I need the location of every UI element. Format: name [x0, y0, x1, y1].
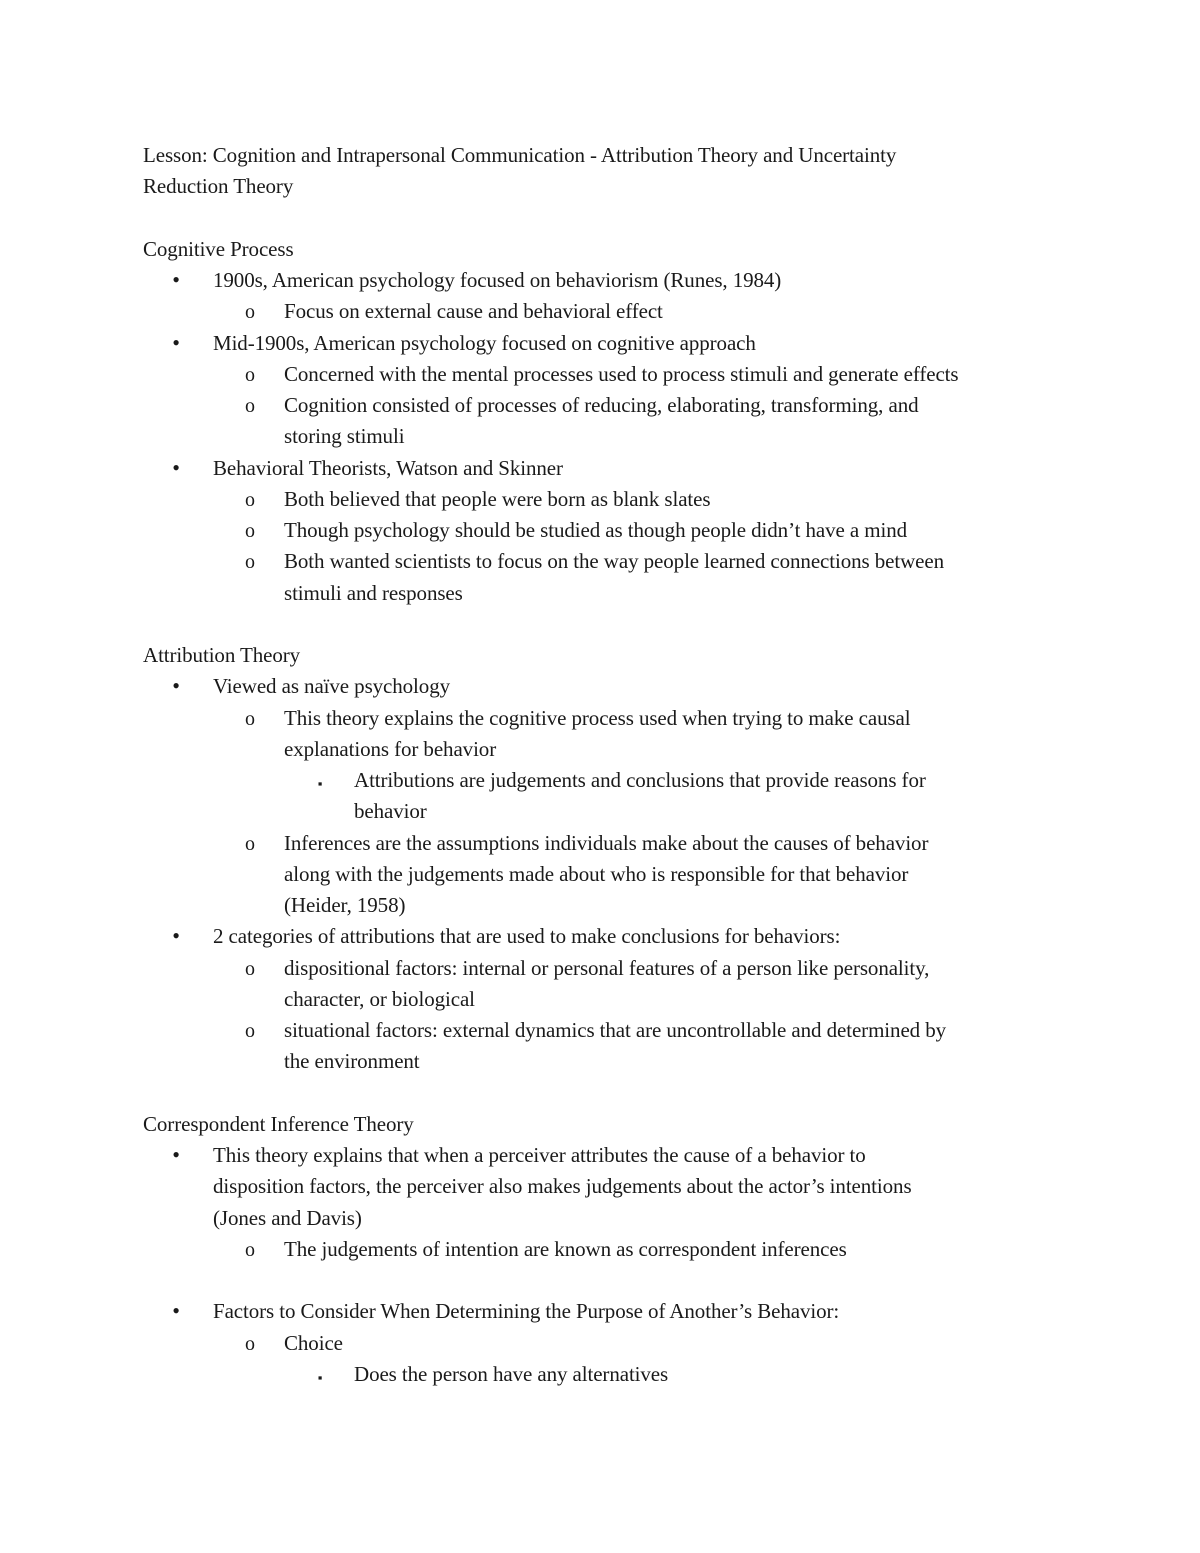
item-text: The judgements of intention are known as correspondent inferences [284, 1236, 847, 1261]
item-text: Focus on external cause and behavioral effect [284, 299, 663, 324]
circle-marker-icon: o [245, 1020, 255, 1042]
circle-marker-icon: o [245, 957, 255, 980]
item-text: Choice [284, 1330, 343, 1355]
bullet-marker-icon: • [172, 1298, 180, 1324]
bullet-marker-icon: • [172, 673, 180, 699]
item-text: disposition factors, the perceiver also makes judgements about the actor’s intentions [213, 1174, 912, 1199]
item-text: along with the judgements made about who is responsible for that behavior [284, 861, 909, 886]
document-page: Lesson: Cognition and Intrapersonal Communication - Attribution Theory and Uncertainty Reduction Theory Cognitive Process • 1900s, American psychology focused on behaviorism (Runes, 1984) o Focus on external cause and behavioral effect • Mid-1900s, American psychology focused on cognitive approach o Concerned with the mental processes used to process stimuli and generate effects o Cognition consisted of processes of reducing, elaborating, transforming, and storing stimuli • Behavioral Theorists, Watson and Skinner o Both believed that people were born as blank slates o Though psychology should be studied as though people didn’t have a mind o Both wanted scientists to focus on the way people learned connections between stimuli and responses Attribution Theory • Viewed as naïve psychology o This theory explains the cognitive process used when trying to make causal explanations for behavior ▪ Attributions are judgements and conclusions that provide reasons for behavior o Inferences are the assumptions individuals make about the causes of behavior along with the judgements made about who is responsible for that behavior (Heider, 1958) • 2 categories of attributions that are used to make conclusions for behaviors: o dispositional factors: internal or personal features of a person like personality, character, or biological o situational factors: external dynamics that are uncontrollable and determined by the environment Correspondent Inference Theory • This theory explains that when a perceiver attributes the cause of a behavior to disposition factors, the perceiver also makes judgements about the actor’s intentions (Jones and Davis) o The judgements of intention are known as correspondent inferences • Factors to Consider When Determining the Purpose of Another’s Behavior: o Choice ▪ Does the person have any alternatives [0, 0, 1200, 1553]
item-text: storing stimuli [284, 424, 405, 449]
bullet-marker-icon: • [172, 329, 180, 355]
item-text: Inferences are the assumptions individuals make about the causes of behavior [284, 830, 929, 855]
item-text: behavior [354, 799, 427, 824]
item-text: (Jones and Davis) [213, 1205, 362, 1230]
square-marker-icon: ▪ [317, 776, 323, 791]
item-text: 1900s, American psychology focused on behaviorism (Runes, 1984) [213, 268, 782, 292]
item-text: Viewed as naïve psychology [213, 674, 450, 699]
item-text: dispositional factors: internal or personal features of a person like personality, [284, 955, 930, 980]
circle-marker-icon: o [245, 707, 255, 730]
item-text: Behavioral Theorists, Watson and Skinner [213, 455, 563, 480]
item-text: This theory explains that when a perceiver attributes the cause of a behavior to [213, 1143, 866, 1167]
item-text: Both believed that people were born as blank slates [284, 486, 711, 511]
bullet-marker-icon: • [172, 923, 180, 949]
item-text: Does the person have any alternatives [354, 1361, 669, 1386]
item-text: Both wanted scientists to focus on the way people learned connections between [284, 549, 945, 574]
circle-marker-icon: o [245, 363, 255, 386]
item-text: situational factors: external dynamics that are uncontrollable and determined by [284, 1018, 947, 1042]
circle-marker-icon: o [245, 488, 255, 511]
circle-marker-icon: o [245, 551, 255, 574]
bullet-marker-icon: • [172, 267, 180, 292]
circle-marker-icon: o [245, 395, 255, 417]
item-text: Factors to Consider When Determining the Purpose of Another’s Behavior: [213, 1299, 840, 1324]
item-text: Though psychology should be studied as though people didn’t have a mind [284, 518, 908, 542]
item-text: Cognition consisted of processes of reducing, elaborating, transforming, and [284, 393, 919, 417]
circle-marker-icon: o [245, 832, 255, 855]
item-text: 2 categories of attributions that are used to make conclusions for behaviors: [213, 924, 841, 949]
circle-marker-icon: o [245, 520, 255, 542]
square-marker-icon: ▪ [317, 1369, 323, 1385]
item-text: Attributions are judgements and conclusions that provide reasons for [354, 768, 926, 792]
item-text: explanations for behavior [284, 736, 497, 761]
bullet-marker-icon: • [172, 1142, 180, 1167]
item-text: This theory explains the cognitive process used when trying to make causal [284, 705, 911, 730]
item-text: the environment [284, 1049, 420, 1074]
item-text: character, or biological [284, 986, 475, 1011]
item-text: (Heider, 1958) [284, 893, 406, 917]
circle-marker-icon: o [245, 1332, 255, 1355]
item-text: stimuli and responses [284, 580, 463, 605]
item-text: Concerned with the mental processes used to process stimuli and generate effects [284, 361, 959, 386]
circle-marker-icon: o [245, 1238, 255, 1261]
bullet-marker-icon: • [172, 454, 180, 480]
item-text: Mid-1900s, American psychology focused on cognitive approach [213, 330, 756, 355]
circle-marker-icon: o [245, 301, 255, 324]
